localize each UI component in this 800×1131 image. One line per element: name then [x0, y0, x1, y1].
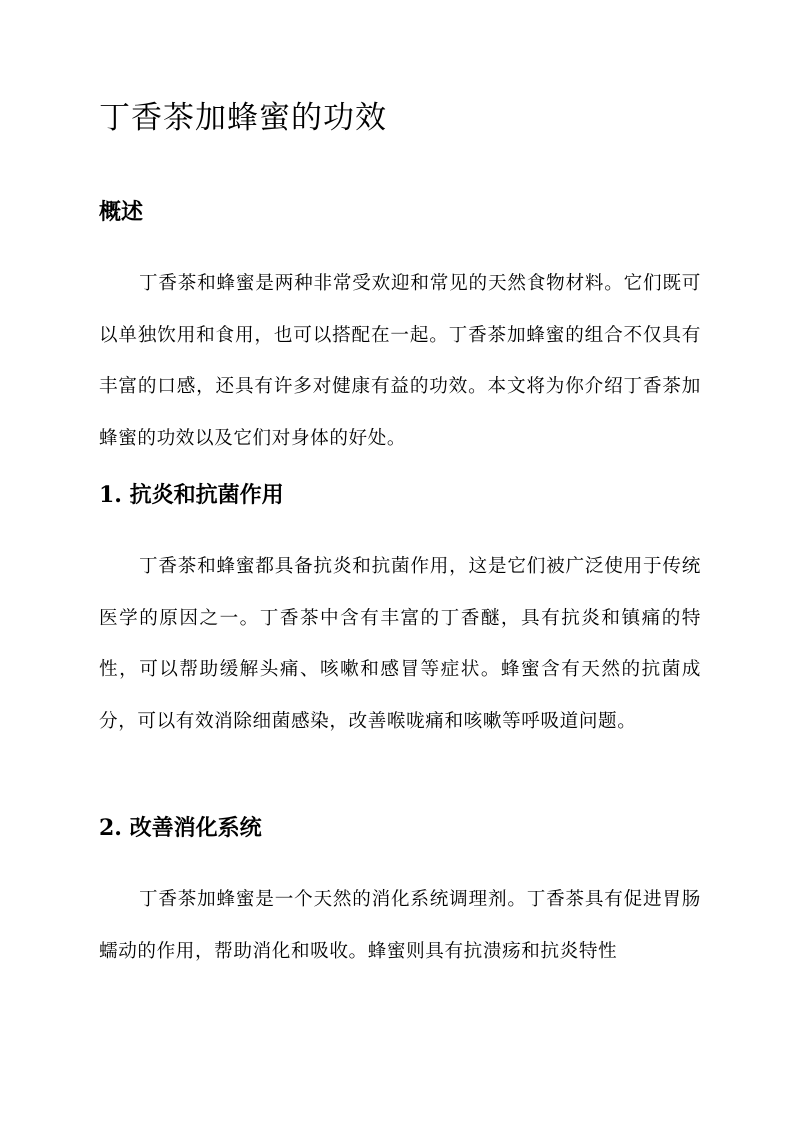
section-heading-overview: 概述 [99, 199, 144, 225]
document-title: 丁香茶加蜂蜜的功效 [99, 100, 387, 136]
section-heading-anti-inflammatory: 1. 抗炎和抗菌作用 [99, 482, 284, 508]
section-heading-digestion: 2. 改善消化系统 [99, 815, 262, 841]
section-paragraph-overview: 丁香茶和蜂蜜是两种非常受欢迎和常见的天然食物材料。它们既可以单独饮用和食用，也可以搭配在一起。丁香茶加蜂蜜的组合不仅具有丰富的口感，还具有许多对健康有益的功效。本文将为你介绍丁香茶加蜂蜜的功效以及它们对身体的好处。 [99, 273, 701, 449]
section-paragraph-digestion: 丁香茶加蜂蜜是一个天然的消化系统调理剂。丁香茶具有促进胃肠蠕动的作用，帮助消化和吸收。蜂蜜则具有抗溃疡和抗炎特性 [99, 889, 701, 962]
section-paragraph-anti-inflammatory: 丁香茶和蜂蜜都具备抗炎和抗菌作用，这是它们被广泛使用于传统医学的原因之一。丁香茶中含有丰富的丁香醚，具有抗炎和镇痛的特性，可以帮助缓解头痛、咳嗽和感冒等症状。蜂蜜含有天然的抗菌成分，可以有效消除细菌感染，改善喉咙痛和咳嗽等呼吸道问题。 [99, 556, 701, 732]
